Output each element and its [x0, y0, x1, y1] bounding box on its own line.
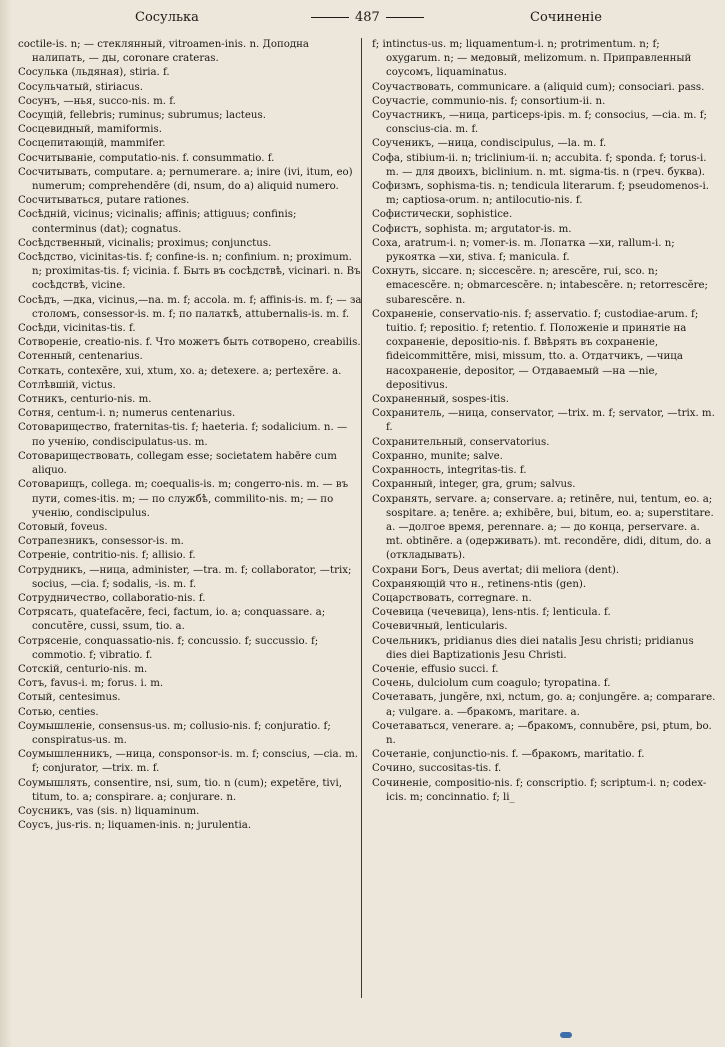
dictionary-entry: Сосчитываніе, computatio-nis. f. consummatio. f.: [18, 152, 275, 164]
dictionary-entry: Соумышленіе, consensus-us. m; collusio-nis. f; conjuratio. f; conspiratus-us. m.: [18, 720, 331, 746]
dictionary-entry: Соткать, contexĕre, xui, xtum, xo. a; detexere. a; pertexĕre. a.: [18, 365, 342, 377]
dictionary-entry: Сотня, centum-i. n; numerus centenarius.: [18, 408, 236, 420]
ink-mark-icon: [560, 1032, 572, 1038]
dictionary-entry: Сотью, centies.: [18, 706, 99, 718]
dictionary-entry: Соучаствовать, communicare. a (aliquid cum); consociari. pass.: [372, 81, 705, 93]
dictionary-entry: coctile-is. n; — стеклянный, vitroamen-inis. n. Доподна налипать, — ды, coronare crateras.: [18, 39, 310, 65]
dictionary-entry: Сохраненіе, conservatio-nis. f; asservatio. f; custodiae-arum. f; tuitio. f; repositio. f; retentio. f. Положеніе и принятіе на сохраненіе, depositio-nis. f. Ввѣрять въ сохраненіе, fideicommittĕre, misi, missum, tto. a. Отдатчикъ, —чица насохраненіе, depositor, — Отдаваемый —на —nie, depositivus.: [372, 308, 699, 391]
dictionary-entry: Сохранять, servare. a; conservare. a; retinēre, nui, tentum, eo. a; sospitare. a; tenēre. a; exhibēre, bui, bitum, eo. a; superstitare. a. —долгое время, perennare. a; — до конца, perservare. a. mt. obtinēre. a (одерживать). mt. recondĕre, didi, ditum, do. a (откладывать).: [372, 493, 714, 562]
dictionary-entry: Сотый, centesimus.: [18, 692, 121, 704]
dictionary-entry: Сохранный, integer, gra, grum; salvus.: [372, 479, 576, 491]
dictionary-entry: Софистъ, sophista. m; argutator-is. m.: [372, 223, 572, 235]
dictionary-entry: Сосульчатый, stiriacus.: [18, 81, 143, 93]
dictionary-entry: Сочетаніе, conjunctio-nis. f. —бракомъ, maritatio. f.: [372, 749, 645, 761]
dictionary-entry: Сосулька (льдяная), stiria. f.: [18, 67, 170, 79]
dictionary-entry: Сотрясеніе, conquassatio-nis. f; concussio. f; succussio. f; commotio. f; vibratio. f.: [18, 635, 319, 661]
dictionary-entry: Сочевица (чечевица), lens-ntis. f; lenticula. f.: [372, 607, 611, 619]
dictionary-entry: Сотовый, foveus.: [18, 521, 108, 533]
page-spine-shadow: [0, 0, 12, 1047]
dictionary-entry: Сосущій, fellebris; ruminus; subrumus; lacteus.: [18, 110, 266, 122]
dictionary-entry: Сохраняющій что н., retinens-ntis (gen).: [372, 578, 587, 590]
dictionary-entry: Сочетавать, jungĕre, nxi, nctum, go. a; conjungĕre. a; comparare. a; vulgare. a. —бракомъ, maritare. a.: [372, 692, 716, 718]
header-rule-left: [311, 17, 349, 18]
dictionary-entry: Сосѣдственный, vicinalis; proximus; conjunctus.: [18, 237, 272, 249]
dictionary-entry: Сосѣдъ, —дка, vicinus,—na. m. f; accola. m. f; affinis-is. m. f; — за столомъ, consessor-is. m. f; по палаткѣ, attubernalis-is. m. f.: [18, 294, 362, 320]
dictionary-entry: Соцарствовать, corregnare. n.: [372, 592, 532, 604]
dictionary-entry: Сосцевидный, mamiformis.: [18, 124, 162, 136]
dictionary-entry: Сосѣди, vicinitas-tis. f.: [18, 323, 136, 335]
dictionary-entry: Соумышленникъ, —ница, consponsor-is. m. f; conscius, —cia. m. f; conjurator, —trix. m. f.: [18, 749, 359, 775]
dictionary-entry: Софистически, sophistice.: [372, 209, 513, 221]
running-head-right: Сочиненie: [530, 10, 602, 25]
dictionary-entry: Сосѣдство, vicinitas-tis. f; confine-is. n; confinium. n; proximum. n; proximitas-tis. f; vicinia. f. Быть въ сосѣдствѣ, vicinari. n. Въ сосѣдствѣ, vicine.: [18, 252, 361, 292]
dictionary-entry: Сотоварищество, fraternitas-tis. f; haeteria. f; sodalicium. n. — по ученію, condiscipulatus-us. m.: [18, 422, 348, 448]
dictionary-entry: Сочевичный, lenticularis.: [372, 621, 508, 633]
dictionary-entry: Сохрани Богъ, Deus avertat; dii meliora (dent).: [372, 564, 620, 576]
dictionary-entry: Сотвореніе, creatio-nis. f. Что можетъ быть сотворено, creabilis.: [18, 337, 361, 349]
dictionary-entry: Сотлѣвшій, victus.: [18, 379, 116, 391]
page-header: [0, 10, 725, 32]
dictionary-entry: Софа, stibium-ii. n; triclinium-ii. n; accubita. f; sponda. f; torus-i. m. — для двоихъ, biclinium. n. mt. sigma-tis. n (греч. буква).: [372, 152, 707, 178]
dictionary-entry: Сотрудникъ, —ница, administer, —tra. m. f; collaborator, —trix; socius, —cia. f; sodalis, -is. m. f.: [18, 564, 352, 590]
dictionary-entry: Сочетаваться, venerare. a; —бракомъ, connubĕre, psi, ptum, bo. n.: [372, 720, 712, 746]
dictionary-entry: Сотскій, centurio-nis. m.: [18, 663, 148, 675]
header-rule-right: [386, 17, 424, 18]
dictionary-entry: Соченіе, effusio succi. f.: [372, 663, 499, 675]
dictionary-entry: Сосчитывать, computare. a; pernumerare. a; inire (ivi, itum, eo) numerum; comprehendĕre (di, nsum, do a) aliquid numero.: [18, 166, 353, 193]
dictionary-entry: Сотрапезникъ, consessor-is. m.: [18, 536, 184, 548]
dictionary-entry: Сотовариществовать, collegam esse; societatem habēre cum aliquo.: [18, 450, 337, 477]
dictionary-entry: Соучастникъ, —ница, particeps-ipis. m. f; consocius, —cia. m. f; conscius-cia. m. f.: [372, 110, 707, 136]
dictionary-entry: Сохранно, munite; salve.: [372, 450, 503, 462]
dictionary-entry: Сосцепитающій, mammifer.: [18, 138, 166, 150]
dictionary-entry: Сотникъ, centurio-nis. m.: [18, 394, 152, 406]
dictionary-entry: Сохнуть, siccare. n; siccescĕre. n; arescĕre, rui, sco. n; emacescĕre. n; obmarcescĕre. n; intabescĕre. n; retorrescĕre; subarescĕre. n.: [372, 266, 708, 306]
dictionary-entry: Сосчитываться, putare rationes.: [18, 195, 190, 207]
page-number-block: [305, 10, 430, 25]
dictionary-entry: Сотрудничество, collaboratio-nis. f.: [18, 592, 206, 604]
dictionary-entry: Сочиненіе, compositio-nis. f; conscriptio. f; scriptum-i. n; codex-icis. m; concinnatio. f; li_: [372, 777, 707, 803]
dictionary-entry: Сотрясать, quatefacĕre, feci, factum, io. a; conquassare. a; concutĕre, cussi, ssum, tio. a.: [18, 607, 326, 633]
column-divider: [361, 38, 362, 998]
dictionary-entry: Сосунъ, —нья, succo-nis. m. f.: [18, 95, 176, 107]
dictionary-entry: Соучастіе, communio-nis. f; consortium-ii. n.: [372, 95, 606, 107]
left-column: [18, 38, 362, 833]
dictionary-entry: Сочень, dulciolum cum coagulo; tyropatina. f.: [372, 678, 611, 690]
dictionary-entry: Сотенный, centenarius.: [18, 351, 143, 363]
dictionary-entry: Сохраненный, sospes-itis.: [372, 394, 509, 406]
dictionary-entry: Сочельникъ, pridianus dies diei natalis Jesu christi; pridianus dies diei Baptizationis Jesu Christi.: [372, 635, 694, 661]
dictionary-entry: Соученикъ, —ница, condiscipulus, —la. m. f.: [372, 138, 607, 150]
dictionary-entry: Сохранитель, —ница, conservator, —trix. m. f; servator, —trix. m. f.: [372, 408, 715, 434]
right-column: [372, 38, 716, 805]
dictionary-entry: Сохранительный, conservatorius.: [372, 436, 550, 448]
dictionary-entry: Софизмъ, sophisma-tis. n; tendicula literarum. f; pseudomenos-i. m; captiosa-orum. n; antilocutio-nis. f.: [372, 181, 709, 207]
dictionary-entry: Соусникъ, vas (sis. n) liquaminum.: [18, 805, 200, 817]
dictionary-entry: Сотоварищъ, collega. m; coequalis-is. m; congerro-nis. m. — въ пути, comes-itis. m; — по службѣ, commilito-nis. m; — по ученію, condiscipulus.: [18, 479, 349, 519]
dictionary-entry: Соха, aratrum-i. n; vomer-is. m. Лопатка —хи, rallum-i. n; рукоятка —хи, stiva. f; manicula. f.: [372, 237, 675, 264]
dictionary-entry: Сотреніе, contritio-nis. f; allisio. f.: [18, 550, 196, 562]
dictionary-entry: Сохранность, integritas-tis. f.: [372, 465, 527, 477]
dictionary-entry: Сотъ, favus-i. m; forus. i. m.: [18, 678, 164, 690]
dictionary-entry: Сочино, succositas-tis. f.: [372, 763, 502, 775]
dictionary-entry: Сосѣдній, vicinus; vicinalis; affinis; attiguus; confinis; conterminus (dat); cognatus.: [18, 209, 297, 235]
dictionary-entry: Соумышлять, consentire, nsi, sum, tio. n (cum); expetĕre, tivi, titum, to. a; conspirare. a; conjurare. n.: [18, 777, 342, 803]
running-head-left: Сосулька: [135, 10, 199, 25]
page-number: 487: [355, 10, 380, 25]
dictionary-entry: f; intinctus-us. m; liquamentum-i. n; protrimentum. n; f; oxygarum. n; — медовый, melizomum. n. Приправленный соусомъ, liquaminatus.: [372, 39, 692, 79]
dictionary-entry: Соусъ, jus-ris. n; liquamen-inis. n; jurulentia.: [18, 820, 252, 832]
